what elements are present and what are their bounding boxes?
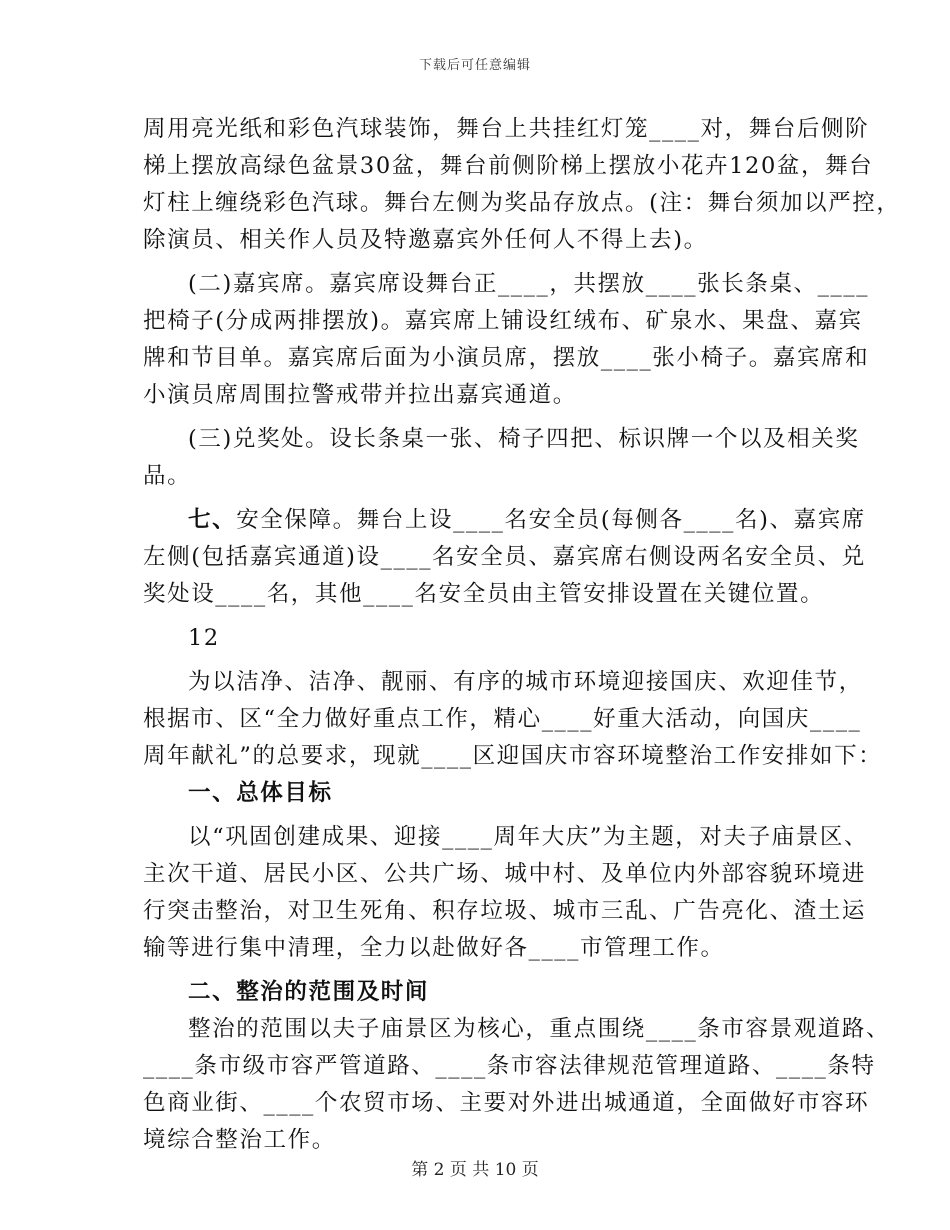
text-line: 行突击整治，对卫生死角、积存垃圾、城市三乱、广告亮化、渣土运 [143,898,867,924]
text-line: ____条市级市容严管道路、____条市容法律规范管理道路、____条特 [143,1053,876,1079]
text-line: 左侧(包括嘉宾通道)设____名安全员、嘉宾席右侧设两名安全员、兑 [143,544,866,570]
document-body [143,111,901,1159]
text-line: 品。 [143,463,192,489]
text-line: 主次干道、居民小区、公共广场、城中村、及单位内外部容貌环境进 [143,861,867,887]
text-line: 灯柱上缠绕彩色汽球。舞台左侧为奖品存放点。(注：舞台须加以严控， [143,190,901,216]
section-number: 七、 [188,507,237,533]
text-span: 安全保障。舞台上设____名安全员(每侧各____名)、嘉宾席 [236,507,866,533]
text-line: 把椅子(分成两排摆放)。嘉宾席上铺设红绒布、矿泉水、果盘、嘉宾 [143,308,863,334]
text-line: 输等进行集中清理，全力以赴做好各____市管理工作。 [143,935,725,961]
text-line: 以“巩固创建成果、迎接____周年大庆”为主题，对夫子庙景区、 [188,824,869,850]
text-line: 周年献礼”的总要求，现就____区迎国庆市容环境整治工作安排如下： [143,743,883,769]
text-line: 奖处设____名，其他____名安全员由主管安排设置在关键位置。 [143,581,825,607]
text-line: 12 [188,625,220,651]
section-heading: 一、总体目标 [188,780,333,806]
text-line: (三)兑奖处。设长条桌一张、椅子四把、标识牌一个以及相关奖 [188,426,860,452]
page-header: 下载后可任意编辑 [418,58,531,73]
page-footer: 第 2 页 共 10 页 [411,1160,539,1180]
text-line: 根据市、区“全力做好重点工作，精心____好重大活动，向国庆____ [143,706,862,732]
text-line: 牌和节目单。嘉宾席后面为小演员席，摆放____张小椅子。嘉宾席和 [143,345,870,371]
text-line: 整治的范围以夫子庙景区为核心，重点围绕____条市容景观道路、 [188,1016,891,1042]
text-line: (二)嘉宾席。嘉宾席设舞台正____，共摆放____张长条桌、____ [188,271,870,297]
text-line: 为以洁净、洁净、靓丽、有序的城市环境迎接国庆、欢迎佳节， [188,669,863,695]
section-heading: 二、整治的范围及时间 [188,979,430,1005]
text-line: 色商业街、____个农贸市场、主要对外进出城通道，全面做好市容环 [143,1090,870,1116]
text-line: 除演员、相关作人员及特邀嘉宾外任何人不得上去)。 [143,227,708,253]
text-line [143,502,866,539]
text-line: 小演员席周围拉警戒带并拉出嘉宾通道。 [143,382,577,408]
text-line: 境综合整治工作。 [143,1127,336,1153]
text-line: 周用亮光纸和彩色汽球装饰，舞台上共挂红灯笼____对，舞台后侧阶 [143,116,870,142]
text-line: 梯上摆放高绿色盆景30盆，舞台前侧阶梯上摆放小花卉120盆，舞台 [143,153,874,179]
